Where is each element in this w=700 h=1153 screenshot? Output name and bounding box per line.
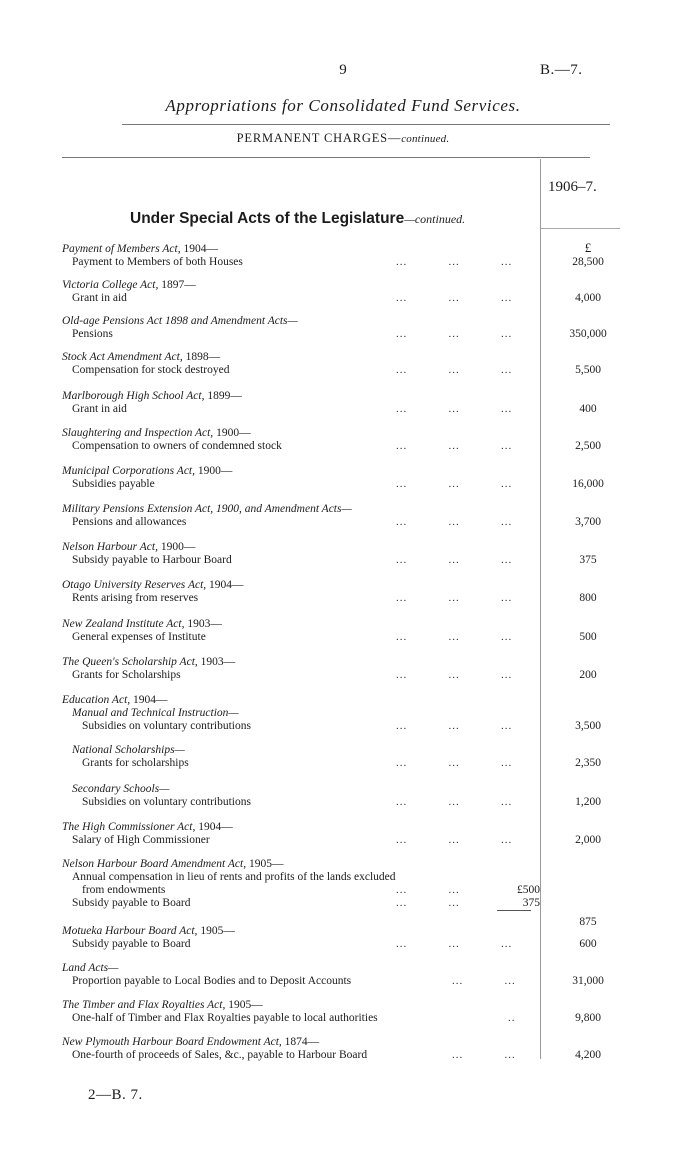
entry-amount: 2,000 [575, 834, 601, 846]
act-year: 1900— [197, 465, 233, 477]
act-name: Nelson Harbour Act, [62, 541, 158, 553]
entry-amount: 400 [579, 403, 597, 415]
leader-dots: ... ... ... [396, 328, 513, 340]
leader-dots: ... ... ... [396, 834, 513, 846]
page-number: 9 [339, 62, 347, 78]
leader-dots: ... ... ... [396, 757, 513, 769]
act-title [62, 390, 242, 403]
subtitle-main: PERMANENT CHARGES— [236, 131, 402, 145]
act-year: 1900— [160, 541, 196, 553]
leader-dots: ... ... [396, 897, 460, 909]
act-year: 1903— [187, 618, 222, 630]
act-name: Marlborough High School Act, [62, 390, 205, 402]
entry-amount: 500 [579, 631, 597, 643]
entry-line: Pensions and allowances [72, 516, 187, 528]
act-name: The Timber and Flax Royalties Act, [62, 999, 226, 1011]
section-suffix: —continued. [404, 212, 466, 226]
entry-line: Pensions [72, 328, 113, 340]
entry-line: General expenses of Institute [72, 631, 206, 643]
act-year: 1900— [216, 427, 251, 439]
leader-dots: ... ... ... [396, 938, 513, 950]
act-name: Stock Act Amendment Act, [62, 351, 183, 363]
entry-amount: 16,000 [572, 478, 604, 490]
entry-line: Grant in aid [72, 403, 127, 415]
act-title [62, 999, 263, 1012]
leader-dots: ... ... ... [396, 554, 513, 566]
act-name: Nelson Harbour Board Amendment Act, [62, 858, 247, 870]
entry-line: Grants for Scholarships [72, 669, 181, 681]
entry-amount: 9,800 [575, 1012, 601, 1024]
leader-dots: ... ... ... [396, 256, 513, 268]
document-reference: B.—7. [540, 62, 583, 78]
act-name: New Zealand Institute Act, [62, 618, 185, 630]
act-year: 1905— [200, 925, 235, 937]
entry-line: Compensation for stock destroyed [72, 364, 230, 376]
entry-amount: 875 [579, 916, 597, 928]
act-year: 1903— [200, 656, 236, 668]
act-year: 1899— [207, 390, 242, 402]
act-name: Education Act, [62, 694, 131, 706]
entry-line: Payment to Members of both Houses [72, 256, 243, 268]
entry-amount: 200 [579, 669, 597, 681]
act-title [62, 694, 168, 707]
leader-dots: ... ... ... [396, 403, 513, 415]
act-title [62, 279, 196, 292]
sub-heading: Manual and Technical Instruction— [72, 707, 239, 719]
leader-dots: ... ... [452, 975, 516, 987]
entry-amount: 375 [579, 554, 597, 566]
act-title: Military Pensions Extension Act, 1900, and Amendment Acts— [62, 503, 352, 515]
entry-amount: 1,200 [575, 796, 601, 808]
leader-dots: ... ... ... [396, 516, 513, 528]
sub-heading: Secondary Schools— [72, 783, 170, 795]
leader-dots: ... ... [452, 1049, 516, 1061]
leader-dots: ... ... ... [396, 669, 513, 681]
act-title [62, 465, 232, 478]
entry-line: Subsidies on voluntary contributions [82, 796, 251, 808]
act-title [62, 579, 244, 592]
entry-amount: 31,000 [572, 975, 604, 987]
act-year: 1904— [133, 694, 168, 706]
sub-heading: National Scholarships— [72, 744, 185, 756]
act-name: Motueka Harbour Board Act, [62, 925, 198, 937]
section-heading [130, 210, 465, 228]
leader-dots: ... ... ... [396, 592, 513, 604]
entry-line: Proportion payable to Local Bodies and to Deposit Accounts [72, 975, 352, 987]
entry-amount: 2,350 [575, 757, 601, 769]
entry-amount: 350,000 [569, 328, 607, 340]
entry-line: Subsidy payable to Harbour Board [72, 554, 232, 566]
leader-dots: ... ... ... [396, 440, 513, 452]
entry-line: Grants for scholarships [82, 757, 189, 769]
act-title [62, 618, 222, 631]
act-name: Otago University Reserves Act, [62, 579, 207, 591]
act-title [62, 351, 220, 364]
act-name: Payment of Members Act, [62, 243, 181, 255]
subtitle-suffix: continued. [401, 133, 450, 145]
entry-line: Compensation to owners of condemned stock [72, 440, 282, 452]
act-name: The High Commissioner Act, [62, 821, 196, 833]
footer-signature: 2—B. 7. [88, 1087, 143, 1103]
entry-line: Subsidy payable to Board [72, 938, 191, 950]
leader-dots: ... ... ... [396, 292, 513, 304]
act-year: 1905— [228, 999, 263, 1011]
act-title [62, 541, 195, 554]
entry-line: from endowments [82, 884, 166, 896]
act-year: 1904— [183, 243, 218, 255]
act-title: Land Acts— [62, 962, 119, 974]
entry-amount: 3,500 [575, 720, 601, 732]
title-rule [122, 124, 610, 125]
entry-line: One-half of Timber and Flax Royalties payable to local authorities [72, 1012, 378, 1024]
leader-dots: ... ... ... [396, 796, 513, 808]
year-rule [540, 228, 620, 229]
leader-dots: ... ... ... [396, 478, 513, 490]
act-name: The Queen's Scholarship Act, [62, 656, 198, 668]
act-name: Victoria College Act, [62, 279, 159, 291]
entry-amount: 2,500 [575, 440, 601, 452]
act-title: Old-age Pensions Act 1898 and Amendment Acts— [62, 315, 298, 327]
entry-line: Salary of High Commissioner [72, 834, 210, 846]
page-title: Appropriations for Consolidated Fund Services. [165, 96, 521, 115]
page-subtitle [0, 131, 686, 146]
entry-amount: 3,700 [575, 516, 601, 528]
act-title [62, 858, 283, 871]
entry-amount: 28,500 [572, 256, 604, 268]
act-year: 1905— [248, 858, 284, 870]
year-heading: 1906–7. [548, 179, 597, 195]
act-title [62, 821, 233, 834]
act-title [62, 427, 251, 440]
currency-unit: £ [584, 240, 592, 255]
act-title [62, 656, 235, 669]
leader-dots: ... ... ... [396, 631, 513, 643]
leader-dots: ... ... ... [396, 720, 513, 732]
entry-line: Grant in aid [72, 292, 127, 304]
act-year: 1898— [185, 351, 221, 363]
act-name: New Plymouth Harbour Board Endowment Act, [62, 1036, 282, 1048]
entry-amount: 5,500 [575, 364, 601, 376]
entry-amount: 4,200 [575, 1049, 601, 1061]
entry-line: One-fourth of proceeds of Sales, &c., payable to Harbour Board [72, 1049, 368, 1061]
leader-dots: ... ... [396, 884, 460, 896]
entry-amount: 4,000 [575, 292, 601, 304]
leader-dots: .. [508, 1012, 516, 1024]
act-year: 1874— [284, 1036, 320, 1048]
act-title [62, 925, 235, 938]
act-year: 1904— [198, 821, 233, 833]
entry-amount: 600 [579, 938, 597, 950]
entry-line: Subsidies payable [72, 478, 155, 490]
subtotal-rule [497, 910, 531, 911]
entry-amount: 800 [579, 592, 597, 604]
act-year: 1904— [209, 579, 244, 591]
entry-line: Annual compensation in lieu of rents and profits of the lands excluded [72, 871, 396, 883]
entry-line: Subsidy payable to Board [72, 897, 191, 909]
act-title [62, 243, 218, 256]
entry-line: Rents arising from reserves [72, 592, 199, 604]
act-year: 1897— [161, 279, 196, 291]
column-separator [540, 159, 541, 1059]
sub-amount: 375 [522, 897, 540, 909]
entry-line: Subsidies on voluntary contributions [82, 720, 251, 732]
section-title: Under Special Acts of the Legislature [130, 210, 405, 227]
act-name: Slaughtering and Inspection Act, [62, 427, 214, 439]
header-rule [62, 157, 590, 158]
sub-amount: £500 [517, 884, 540, 896]
act-title [62, 1036, 319, 1049]
leader-dots: ... ... ... [396, 364, 513, 376]
act-name: Municipal Corporations Act, [62, 465, 195, 477]
